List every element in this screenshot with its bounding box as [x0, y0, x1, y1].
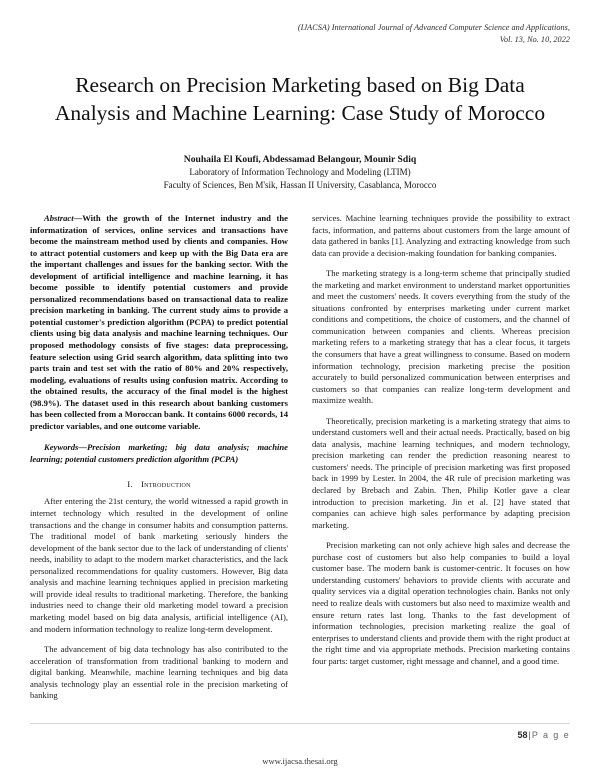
footer-divider: [30, 723, 570, 724]
page-number-separator: |: [528, 730, 531, 740]
two-column-body: [30, 213, 570, 702]
right-paragraph-2: The marketing strategy is a long-term scheme that principally studied the marketing and market environment to understand market opportunities and meet the customers' needs. It covers everything from the study of the situations confronted by enterprises marketing under current market conditions and competitions, the choice of customers, and the channel of communication between companies and clients. Whereas precision marketing refers to a marketing strategy that has a clear focus, it targets the consumers that have a great willingness to consume. Based on modern information technology, precision marketing precise the position accurately to build personalized communication between enterprises and customers so that companies can realize long-term development and maximize wealth.: [312, 268, 570, 406]
abstract-label: Abstract—: [44, 213, 83, 223]
section-numeral: I.: [127, 479, 133, 490]
keywords-text: Precision marketing; big data analysis; machine learning; potential customers prediction algorithm (PCPA): [30, 442, 288, 464]
keywords-paragraph: [30, 442, 288, 465]
running-head-line1: (IJACSA) International Journal of Advanced Computer Science and Applications,: [297, 23, 570, 32]
page-number-word: P a g e: [531, 730, 570, 740]
running-head: [30, 22, 570, 45]
page-number: [517, 730, 570, 740]
keywords-label: Keywords—: [44, 442, 87, 453]
author-affiliation-line1: Laboratory of Information Technology and Modeling (LTIM): [189, 167, 411, 177]
left-paragraph-2: The advancement of big data technology has also contributed to the acceleration of transformation from traditional banking to modern and digital banking. Meanwhile, machine learning techniques and big data analysis technology play an essential role in the precision marketing of banking: [30, 644, 288, 701]
footer-url: www.ijacsa.thesai.org: [262, 756, 338, 766]
left-paragraph-1: After entering the 21st century, the world witnessed a rapid growth in internet technology which resulted in the development of online transactions and the change in consumer habits and consumption patterns. The traditional model of bank marketing seriously hinders the development of the bank sector due to the lack of understanding of clients' needs, inability to adapt to the modern market characteristics, and the lack personalized recommendations for quality customers. However, Big data analysis and machine learning techniques applied in precision marketing will provide ideal results to traditional marketing. Therefore, the banking industries need to change their old marketing model toward a precision marketing model based on big data analysis, artificial intelligence (AI), and modern information technology to realize long-term development.: [30, 496, 288, 634]
running-head-line2: Vol. 13, No. 10, 2022: [499, 34, 570, 44]
right-column: [312, 213, 570, 702]
abstract-text: With the growth of the Internet industry and the informatization of services, online services and transactions have become the mainstream method used by clients and companies. How to attract potential customers and keep up with the Big Data era are the important challenges and issues for the banking sector. With the development of artificial intelligence and machine learning, it has become possible to identify potential customers and provide personalized recommendations based on transactional data to realize precision marketing in banking. The current study aims to provide a potential customer's prediction algorithm (PCPA) to predict potential clients using big data analysis and machine learning techniques. Our proposed methodology consists of five stages: data preprocessing, feature selection using Grid search algorithm, data splitting into two parts train and test set with the ratio of 80% and 20% respectively, modeling, evaluations of results using confusion matrix. According to the obtained results, the accuracy of the final model is the highest (98.9%). The dataset used in this research about banking customers has been collected from a Moroccan bank. It contains 6000 records, 14 predictor variables, and one outcome variable.: [30, 213, 288, 431]
abstract-paragraph: [30, 213, 288, 432]
section-title: Introduction: [140, 479, 191, 490]
page-title: Research on Precision Marketing based on Big Data Analysis and Machine Learning: Case Study of Morocco: [54, 73, 546, 125]
section-heading-introduction: [30, 479, 288, 489]
right-paragraph-3: Theoretically, precision marketing is a marketing strategy that aims to understand customers well and their actual needs. Practically, based on big data analysis, machine learning techniques, and modern technology, precision marketing can render the prediction reasoning nearest to customers' needs. The principle of precision marketing was first proposed back in 1999 by Lester. In 2004, the 4R rule of precision marketing was declared by Brebach and Zabin. Then, Philip Kotler gave a clear introduction to precision marketing. Jin et al. [2] have stated that companies can achieve high sales performance by adapting precision marketing.: [312, 415, 570, 530]
left-column: [30, 213, 288, 702]
right-paragraph-1: services. Machine learning techniques provide the possibility to extract facts, information, and patterns about customers from the large amount of data gathered in banks [1]. Analyzing and extracting knowledge from such data can provide a decision-making foundation for banking companies.: [312, 213, 570, 258]
right-paragraph-4: Precision marketing can not only achieve high sales and decrease the purchase cost of customers but also help companies to build a loyal customer base. The modern bank is customer-centric. It focuses on how understanding customers' behaviors to provide clients with accurate and quality services via a digital operation technologies chain. Banks not only need to realize deals with customers but also need to maximize wealth and ensure return rates last long. Thanks to the fast development of information technologies, precision marketing realize the goal of enterprises to understand clients and provide them with the right product at the right time and via appropriate methods. Precision marketing contains four parts: target customer, right message and channel, and a good time.: [312, 540, 570, 666]
page-number-value: 58: [517, 730, 528, 740]
authors-block: [30, 153, 570, 191]
author-names: Nouhaila El Koufi, Abdessamad Belangour, Mounir Sdiq: [183, 154, 417, 165]
author-affiliation-line2: Faculty of Sciences, Ben M'sik, Hassan II University, Casablanca, Morocco: [163, 179, 437, 190]
